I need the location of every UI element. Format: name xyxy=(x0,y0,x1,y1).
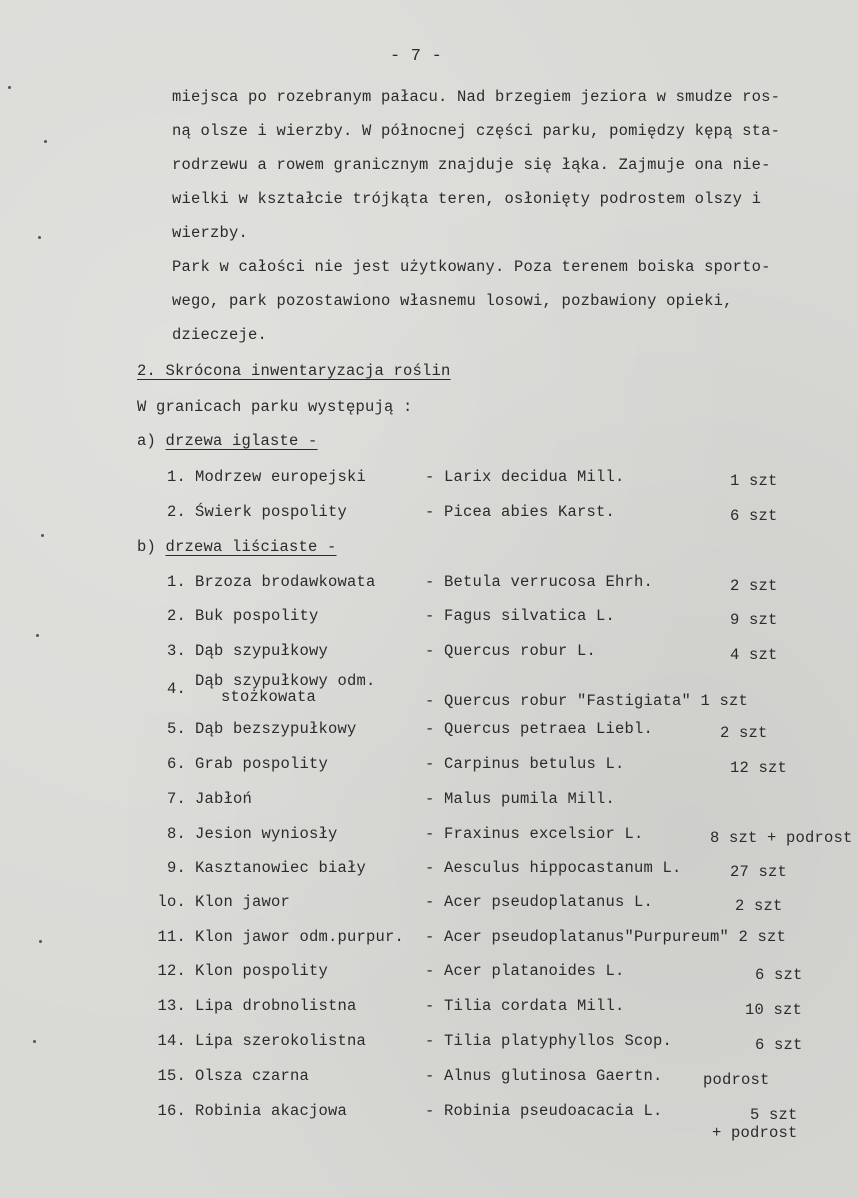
item-common-name: Olsza czarna xyxy=(195,1067,310,1085)
item-number: 6. xyxy=(166,755,186,773)
item-latin-name: - Alnus glutinosa Gaertn. xyxy=(425,1067,663,1085)
item-number: 13. xyxy=(157,997,186,1015)
item-common-name: Buk pospolity xyxy=(195,607,319,625)
item-quantity: 2 szt xyxy=(730,577,778,595)
item-quantity: 6 szt xyxy=(755,1036,803,1054)
item-latin-name: - Robinia pseudoacacia L. xyxy=(425,1102,663,1120)
paragraph-2-line-1: Park w całości nie jest użytkowany. Poza terenem boiska sporto- xyxy=(172,258,771,276)
item-common-name: Brzoza brodawkowata xyxy=(195,573,376,591)
item-number: 4. xyxy=(166,680,186,698)
item-common-name: Jesion wyniosły xyxy=(195,825,338,843)
item-quantity: 9 szt xyxy=(730,611,778,629)
item-number: 8. xyxy=(166,825,186,843)
item-number: 1. xyxy=(166,468,186,486)
item-latin-name: - Carpinus betulus L. xyxy=(425,755,625,773)
paragraph-1-line-5: wierzby. xyxy=(172,224,249,242)
item-latin-name: - Quercus petraea Liebl. xyxy=(425,720,654,738)
item-quantity: podrost xyxy=(703,1071,770,1089)
paragraph-1-line-2: ną olsze i wierzby. W północnej części parku, pomiędzy kępą sta- xyxy=(172,122,781,140)
item-common-name: Robinia akacjowa xyxy=(195,1102,348,1120)
item-quantity: 2 szt xyxy=(720,724,768,742)
group-a-title: drzewa iglaste - xyxy=(165,432,318,450)
item-common-name: Lipa szerokolistna xyxy=(195,1032,367,1050)
item-common-name: Klon jawor odm.purpur. xyxy=(195,928,405,946)
item-latin-name: - Malus pumila Mill. xyxy=(425,790,616,808)
item-latin-name: - Larix decidua Mill. xyxy=(425,468,625,486)
intro-line: W granicach parku występują : xyxy=(137,398,413,416)
item-latin-name: - Picea abies Karst. xyxy=(425,503,616,521)
item-quantity: 4 szt xyxy=(730,646,778,664)
item-latin-name: - Fagus silvatica L. xyxy=(425,607,616,625)
item-number: 7. xyxy=(166,790,186,808)
paragraph-1-line-3: rodrzewu a rowem granicznym znajduje się łąka. Zajmuje ona nie- xyxy=(172,156,771,174)
group-a-heading xyxy=(137,432,318,450)
paragraph-1-line-1: miejsca po rozebranym pałacu. Nad brzegiem jeziora w smudze ros- xyxy=(172,88,781,106)
paragraph-2-line-2: wego, park pozostawiono własnemu losowi, pozbawiony opieki, xyxy=(172,292,733,310)
item-number: 9. xyxy=(166,859,186,877)
paragraph-1-line-4: wielki w kształcie trójkąta teren, osłonięty podrostem olszy i xyxy=(172,190,762,208)
item-number: 2. xyxy=(166,607,186,625)
item-common-name-cont: stożkowata xyxy=(221,688,317,706)
item-latin-name: - Acer pseudoplatanus"Purpureum" 2 szt xyxy=(425,928,787,946)
item-quantity-extra: + podrost xyxy=(712,1124,798,1142)
scan-speck xyxy=(36,634,39,637)
item-latin-name: - Quercus robur L. xyxy=(425,642,597,660)
item-common-name: Modrzew europejski xyxy=(195,468,367,486)
item-latin-name: - Fraxinus excelsior L. xyxy=(425,825,644,843)
item-common-name: Grab pospolity xyxy=(195,755,329,773)
item-common-name: Dąb szypułkowy odm. xyxy=(195,672,376,690)
item-quantity: 6 szt xyxy=(730,507,778,525)
item-common-name: Lipa drobnolistna xyxy=(195,997,357,1015)
item-latin-name: - Acer pseudoplatanus L. xyxy=(425,893,654,911)
item-quantity: 1 szt xyxy=(730,472,778,490)
item-number: 11. xyxy=(157,928,186,946)
scan-speck xyxy=(33,1040,36,1043)
item-latin-name: - Tilia platyphyllos Scop. xyxy=(425,1032,673,1050)
item-common-name: Kasztanowiec biały xyxy=(195,859,367,877)
item-number: 2. xyxy=(166,503,186,521)
scan-speck xyxy=(41,534,44,537)
item-number: 16. xyxy=(157,1102,186,1120)
group-b-prefix: b) xyxy=(137,538,166,556)
item-number: lo. xyxy=(157,893,186,911)
item-latin-name: - Betula verrucosa Ehrh. xyxy=(425,573,654,591)
item-quantity: 6 szt xyxy=(755,966,803,984)
item-common-name: Jabłoń xyxy=(195,790,253,808)
scan-speck xyxy=(44,140,47,143)
page-number: - 7 - xyxy=(390,47,443,66)
item-quantity: 8 szt + podrost xyxy=(710,829,853,847)
item-latin-name: - Tilia cordata Mill. xyxy=(425,997,625,1015)
item-quantity: 12 szt xyxy=(730,759,788,777)
item-common-name: Klon pospolity xyxy=(195,962,329,980)
item-quantity: 10 szt xyxy=(745,1001,803,1019)
item-quantity: 5 szt xyxy=(750,1106,798,1124)
item-number: 15. xyxy=(157,1067,186,1085)
item-common-name: Dąb bezszypułkowy xyxy=(195,720,357,738)
group-b-title: drzewa liściaste - xyxy=(165,538,337,556)
group-b-heading xyxy=(137,538,337,556)
group-a-prefix: a) xyxy=(137,432,166,450)
item-quantity: 2 szt xyxy=(735,897,783,915)
paragraph-2-line-3: dzieczeje. xyxy=(172,326,268,344)
item-latin-name: - Acer platanoides L. xyxy=(425,962,625,980)
item-number: 14. xyxy=(157,1032,186,1050)
item-number: 3. xyxy=(166,642,186,660)
item-common-name: Świerk pospolity xyxy=(195,503,348,521)
item-number: 1. xyxy=(166,573,186,591)
section-heading: 2. Skrócona inwentaryzacja roślin xyxy=(137,362,451,380)
item-quantity: 27 szt xyxy=(730,863,788,881)
item-common-name: Dąb szypułkowy xyxy=(195,642,329,660)
item-number: 12. xyxy=(157,962,186,980)
item-common-name: Klon jawor xyxy=(195,893,291,911)
item-number: 5. xyxy=(166,720,186,738)
scan-speck xyxy=(38,236,41,239)
item-latin-name: - Quercus robur "Fastigiata" 1 szt xyxy=(425,692,749,710)
scan-speck xyxy=(39,940,42,943)
scan-speck xyxy=(8,86,11,89)
item-latin-name: - Aesculus hippocastanum L. xyxy=(425,859,682,877)
